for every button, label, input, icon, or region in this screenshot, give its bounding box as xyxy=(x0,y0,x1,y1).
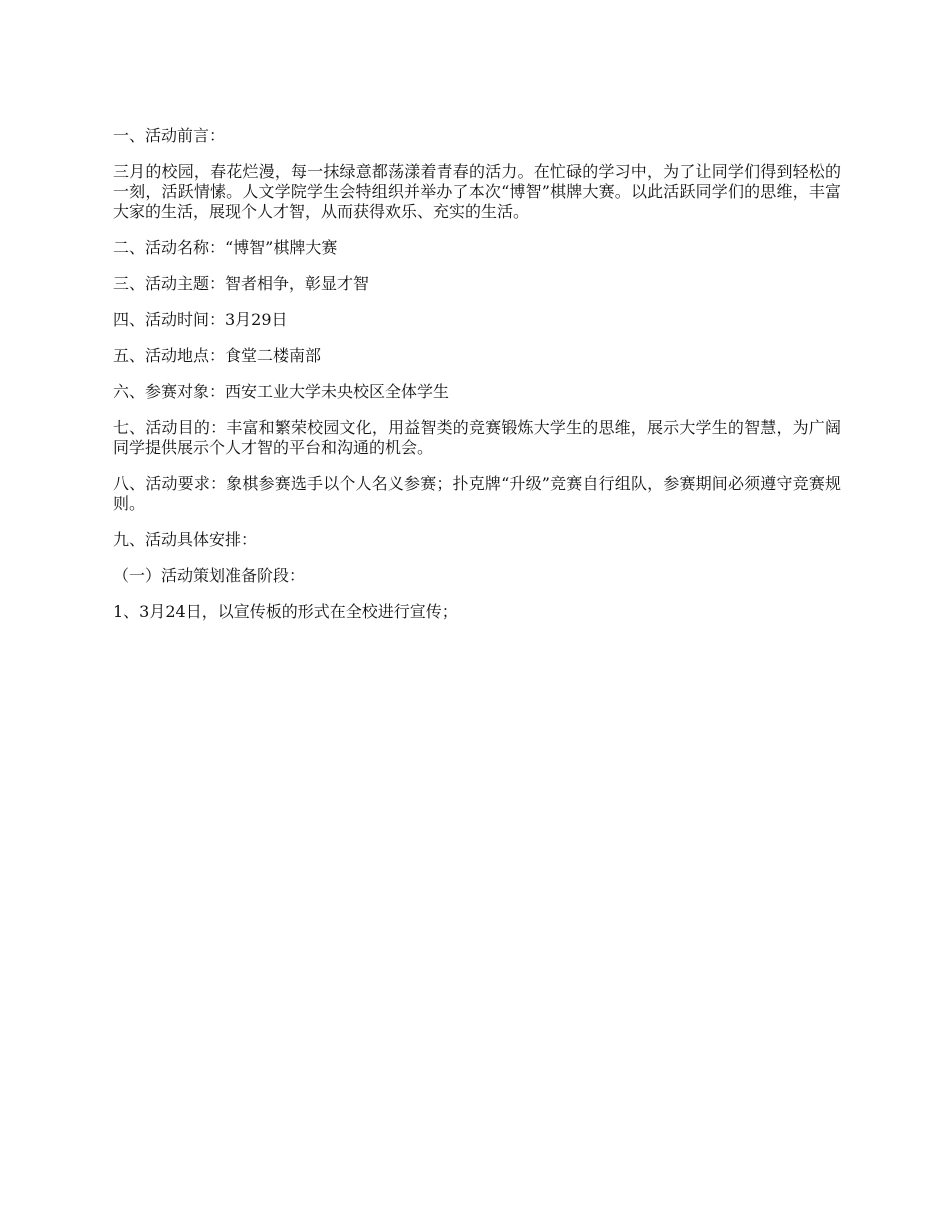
activity-location-line: 五、活动地点：食堂二楼南部 xyxy=(113,346,322,365)
participants-line: 六、参赛对象：西安工业大学未央校区全体学生 xyxy=(113,382,450,401)
activity-time-line: 四、活动时间：3月29日 xyxy=(113,310,288,329)
activity-name-line: 二、活动名称：“博智”棋牌大赛 xyxy=(113,238,338,257)
section-heading-preface: 一、活动前言： xyxy=(113,126,226,145)
schedule-item-1: 1、3月24日，以宣传板的形式在全校进行宣传； xyxy=(113,602,458,621)
schedule-heading: 九、活动具体安排： xyxy=(113,530,258,549)
activity-purpose-paragraph: 七、活动目的：丰富和繁荣校园文化，用益智类的竞赛锻炼大学生的思维，展示大学生的智慧，为广阔同学提供展示个人才智的平台和沟通的机会。 xyxy=(113,418,841,457)
activity-theme-line: 三、活动主题：智者相争，彰显才智 xyxy=(113,274,370,293)
document-body xyxy=(113,126,841,638)
activity-requirements-paragraph: 八、活动要求：象棋参赛选手以个人名义参赛；扑克牌“升级”竞赛自行组队，参赛期间必须遵守竞赛规则。 xyxy=(113,474,841,513)
planning-stage-heading: （一）活动策划准备阶段： xyxy=(113,566,306,585)
preface-paragraph: 三月的校园，春花烂漫，每一抹绿意都荡漾着青春的活力。在忙碌的学习中，为了让同学们得到轻松的一刻，活跃情愫。人文学院学生会特组织并举办了本次“博智”棋牌大赛。以此活跃同学们的思维，丰富大家的生活，展现个人才智，从而获得欢乐、充实的生活。 xyxy=(113,162,841,221)
